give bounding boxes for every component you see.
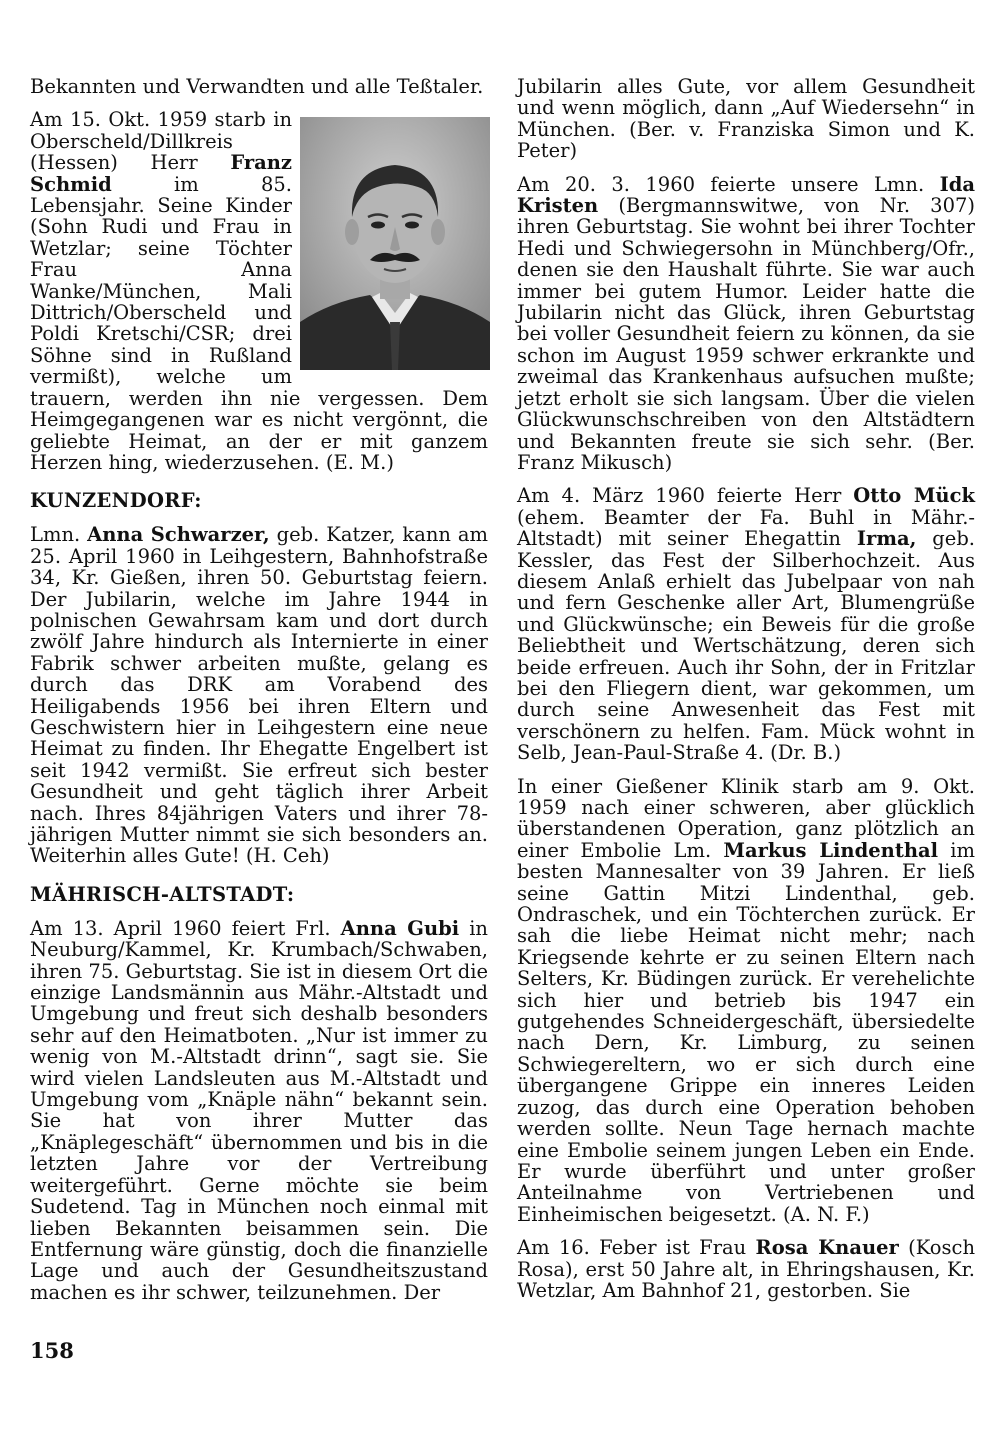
section-heading-kunzendorf: KUNZENDORF: — [30, 489, 202, 513]
person-name: Ida Kristen — [517, 172, 975, 218]
paragraph-text: Am 20. 3. 1960 feierte unsere Lmn. — [517, 172, 940, 196]
paragraph-text: (Kosch Rosa), erst 50 Jahre alt, in Ehringshausen, Kr. Wetzlar, Am Bahnhof 21, gestorben. Sie — [517, 1236, 975, 1302]
paragraph-text: im besten Mannesalter von 39 Jahren. Er ließ seine Gattin Mitzi Lindenthal, geb. Ondraschek, und ein Töchterchen zurück. Er sah die liebe Heimat nicht mehr; nach Kriegsende kehrte er zu seinen Eltern nach Selters, Kr. Büdingen zurück. Er verehelichte sich hier und betrieb bis 1947 ein gutgehendes Schneidergeschäft, übersiedelte nach Dern, Kr. Limburg, zu seinen Schwiegereltern, wo er sich durch eine übergangene Grippe ein inneres Leiden zuzog, das durch eine Operation behoben werden sollte. Neun Tage hernach machte eine Embolie seinem jungen Leben ein Ende. Er wurde überführt und unter großer Anteilnahme von Vertriebenen und Einheimischen beigesetzt. (A. N. F.) — [517, 838, 975, 1226]
paragraph-text: im 85. Lebensjahr. Seine Kinder (Sohn Rudi und Frau in Wetzlar; seine Töchter Frau Anna Wanke/München, Mali Dittrich/Oberscheld und Poldi Kretschi/CSR; drei Söhne sind in Rußland vermißt), welche um trauern, werden ihn nie vergessen. Dem Heimgegangenen war es nicht vergönnt, die geliebte Heimat, an der er mit ganzem Herzen hing, wiederzusehen. (E. M.) — [30, 172, 488, 474]
paragraph — [30, 524, 488, 867]
paragraph-text: In einer Gießener Klinik starb am 9. Okt. 1959 nach einer schweren, aber glücklich überstandenen Operation, ganz plötzlich an einer Embolie Lm. — [517, 774, 975, 862]
person-name: Markus Lindenthal — [723, 838, 939, 862]
paragraph-text: Bekannten und Verwandten und alle Teßtaler. — [30, 75, 484, 98]
person-name: Anna Schwarzer, — [87, 523, 270, 547]
paragraph — [517, 76, 975, 162]
person-name: Rosa Knauer — [755, 1236, 899, 1260]
person-name: Anna Gubi — [340, 916, 460, 940]
paragraph-text: Jubilarin alles Gute, vor allem Gesundheit und wenn möglich, dann „Auf Wiedersehn“ in München. (Ber. v. Franziska Simon und K. Peter) — [517, 75, 975, 163]
paragraph-text: Am 15. Okt. 1959 starb in Oberscheld/Dillkreis (Hessen) Herr — [30, 108, 292, 175]
paragraph-text: Am 13. April 1960 feiert Frl. — [30, 916, 341, 940]
person-name: Irma, — [856, 527, 917, 551]
paragraph-text: (ehem. Beamter der Fa. Buhl in Mähr.-Altstadt) mit seiner Ehegattin — [517, 505, 975, 551]
right-column — [517, 76, 975, 1313]
paragraph — [517, 1237, 975, 1301]
paragraph-text: (Bergmannswitwe, von Nr. 307) ihren Geburtstag. Sie wohnt bei ihrer Tochter Hedi und Schwiegersohn in Münchberg/Ofr., denen sie den Haushalt führte. Sie war auch immer bei gutem Humor. Leider hatte die Jubilarin nicht das Glück, ihren Geburtstag bei voller Gesundheit feiern zu können, da sie schon im August 1959 schwer erkrankte und zweimal das Krankenhaus aufsuchen mußte; jetzt erholt sie sich langsam. Über die vielen Glückwunschschreiben von den Altstädtern und Bekannten freute sie sich sehr. (Ber. Franz Mikusch) — [517, 194, 975, 474]
paragraph-text: Am 16. Feber ist Frau — [517, 1236, 756, 1260]
paragraph-text: Am 4. März 1960 feierte Herr — [517, 484, 854, 508]
paragraph-text: geb. Kessler, das Fest der Silberhochzeit. Aus diesem Anlaß erhielt das Jubelpaar von nah und fern Geschenke aller Art, Blumengrüße und Glückwünsche; ein Beweis für die große Beliebtheit und Wertschätzung, deren sich beide erfreuen. Auch ihr Sohn, der in Fritzlar bei den Fliegern dient, war gekommen, um durch seine Anwesenheit das Fest mit verschönern zu helfen. Fam. Mück wohnt in Selb, Jean-Paul-Straße 4. (Dr. B.) — [517, 527, 975, 765]
paragraph — [30, 918, 488, 1303]
portrait-photo — [300, 117, 490, 370]
paragraph — [30, 76, 488, 97]
paragraph-text: in Neuburg/Kammel, Kr. Krumbach/Schwaben, ihren 75. Geburtstag. Sie ist in diesem Ort die einzige Landsmännin aus Mähr.-Altstadt und Umgebung und freut sich deshalb besonders sehr auf den Heimatboten. „Nur ist immer zu wenig von M.-Altstadt drinn“, sagt sie. Sie wird vielen Landsleuten aus M.-Altstadt und Umgebung vom „Knäple nähn“ bekannt sein. Sie hat von ihrer Mutter das „Knäplegeschäft“ übernommen und bis in die letzten Jahre vor der Vertreibung weitergeführt. Gerne möchte sie beim Sudetend. Tag in München noch einmal mit lieben Bekannten beisammen sein. Die Entfernung wäre günstig, doch die finanzielle Lage und auch der Gesundheitszustand machen es ihr schwer, teilzunehmen. Der — [30, 916, 488, 1304]
obituary-franz-schmid — [30, 109, 488, 473]
person-name: Otto Mück — [853, 484, 975, 508]
paragraph-text: geb. Katzer, kann am 25. April 1960 in Leihgestern, Bahnhofstraße 34, Kr. Gießen, ihren 50. Geburtstag feiern. Der Jubilarin, welche im Jahre 1944 in polnischen Gewahrsam kam und dort durch zwölf Jahre hindurch als Internierte in einer Fabrik schwer arbeiten mußte, gelang es durch das DRK am Vorabend des Heiligabends 1956 bei ihren Eltern und Geschwistern hier in Leihgestern eine neue Heimat zu finden. Ihr Ehegatte Engelbert ist seit 1942 vermißt. Sie erfreut sich bester Gesundheit und geht täglich ihrer Arbeit nach. Ihres 84jährigen Vaters und ihrer 78-jährigen Mutter nimmt sie sich besonders an. Weiterhin alles Gute! (H. Ceh) — [30, 523, 488, 868]
page-number: 158 — [30, 1338, 74, 1363]
section-heading-maehrisch-altstadt: MÄHRISCH-ALTSTADT: — [30, 882, 295, 906]
person-name: Franz Schmid — [30, 151, 292, 196]
paragraph — [517, 485, 975, 763]
paragraph — [517, 174, 975, 474]
paragraph — [517, 776, 975, 1226]
paragraph-text: Lmn. — [30, 523, 88, 547]
left-column — [30, 76, 488, 1315]
